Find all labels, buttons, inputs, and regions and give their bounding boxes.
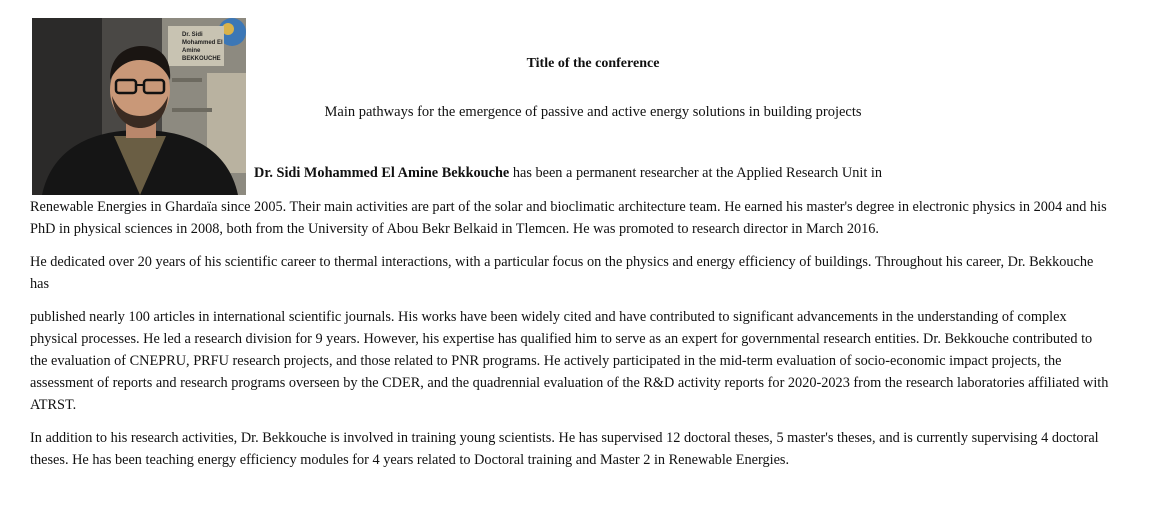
conference-heading: Title of the conference xyxy=(526,56,660,71)
bio-intro-line xyxy=(254,162,1134,184)
conference-title: Main pathways for the emergence of passive and active energy solutions in building projects xyxy=(324,104,862,120)
bio-paragraph-2: He dedicated over 20 years of his scientific career to thermal interactions, with a particular focus on the physics and energy efficiency of buildings. Throughout his career, Dr. Bekkouche has xyxy=(30,254,1094,292)
caption-line-3: Amine xyxy=(182,48,201,54)
bio-paragraph-1: Renewable Energies in Ghardaïa since 2005. Their main activities are part of the solar and bioclimatic architecture team. He earned his master's degree in electronic physics in 2004 and his PhD in physical sciences in 2008, both from the University of Abou Bekr Belkaid in Tlemcen. He was promoted to research director in March 2016. xyxy=(30,199,1107,237)
bio-paragraph-3: published nearly 100 articles in international scientific journals. His works have been widely cited and have contributed to significant advancements in the understanding of complex physical processes. He led a research division for 9 years. However, his expertise has qualified him to serve as an expert for governmental research entities. Dr. Bekkouche contributed to the evaluation of CNEPRU, PRFU research projects, and those related to PNR programs. He actively participated in the mid-term evaluation of socio-economic impact projects, the assessment of reports and research programs overseen by the CDER, and the quadrennial evaluation of the R&D activity reports for 2020-2023 from the research laboratories affiliated with ATRST. xyxy=(30,309,1109,413)
bio-intro-text: has been a permanent researcher at the Applied Research Unit in xyxy=(509,165,883,181)
speaker-portrait-image xyxy=(32,18,246,195)
caption-line-4: BEKKOUCHE xyxy=(182,56,221,62)
bio-paragraph-4: In addition to his research activities, Dr. Bekkouche is involved in training young scientists. He has supervised 12 doctoral theses, 5 master's theses, and is currently supervising 4 doctoral theses. He has been teaching energy efficiency modules for 4 years related to Doctoral training and Master 2 in Renewable Energies. xyxy=(30,430,1099,468)
speaker-name: Dr. Sidi Mohammed El Amine Bekkouche xyxy=(254,165,510,181)
caption-line-2: Mohammed El xyxy=(182,40,223,46)
speaker-photo xyxy=(32,18,246,195)
caption-line-1: Dr. Sidi xyxy=(182,32,203,38)
bio-body xyxy=(30,196,1110,482)
